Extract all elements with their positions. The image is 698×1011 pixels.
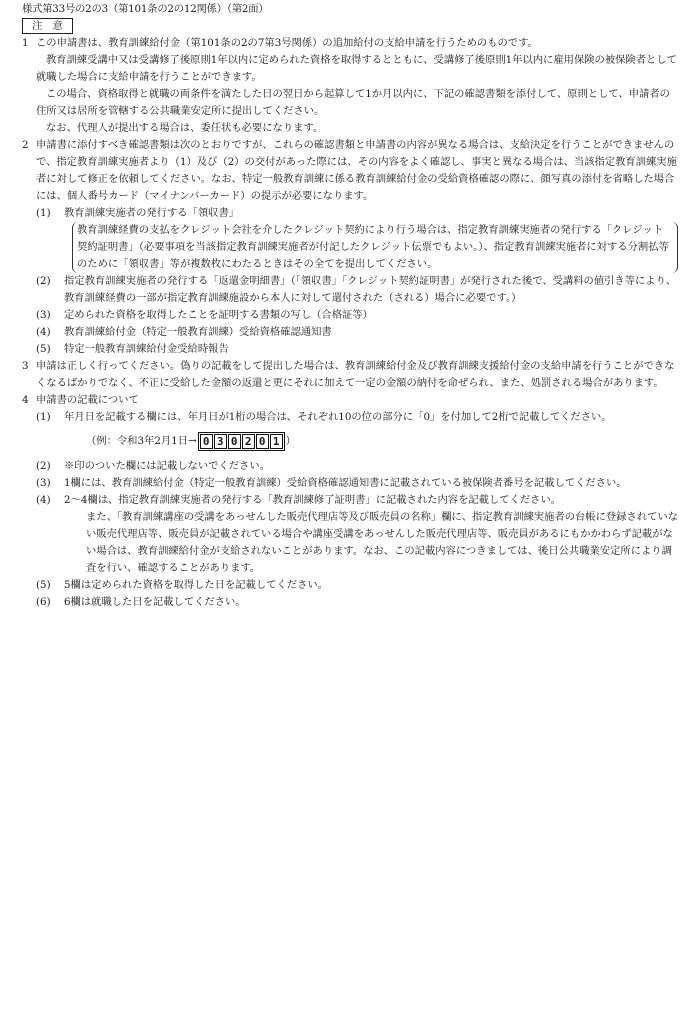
section-4	[22, 392, 678, 611]
section-number: 1	[22, 37, 29, 49]
section-2	[22, 137, 678, 358]
receipt-note-bracket: 教育訓練経費の支払をクレジット会社を介したクレジット契約により行う場合は、指定教育訓練実施者の発行する「クレジット契約証明書」（必要事項を当該指定教育訓練実施者が付記したクレジット伝票でもよい。）、指定教育訓練実施者に対する分割払等のために「領収書」等が複数枚にわたるときはその全てを提出してください。	[72, 222, 678, 273]
subitem	[22, 577, 678, 594]
date-digit: 2	[242, 434, 255, 449]
subitem-text: 2～4欄は、指定教育訓練実施者の発行する「教育訓練修了証明書」に記載された内容を記載してください。	[64, 494, 562, 506]
section-1-paragraph: 教育訓練受講中又は受講修了後原則1年以内に定められた資格を取得するとともに、受講修了後原則1年以内に雇用保険の被保険者として就職した場合に支給申請を行うことができます。	[36, 54, 677, 83]
subitem-text: ※印のついた欄には記載しないでください。	[64, 460, 270, 472]
subitem-text: 指定教育訓練実施者の発行する「返還金明細書」（「領収書」「クレジット契約証明書」が発行された後で、受講料の値引き等により、教育訓練経費の一部が指定教育訓練施設から本人に対して還付された（される）場合に必要です。）	[64, 275, 677, 304]
subitem	[22, 307, 678, 324]
subitem	[22, 492, 678, 509]
section-3-text: 申請は正しく行ってください。偽りの記載をして提出した場合は、教育訓練給付金及び教育訓練支援給付金の支給申請を行うことができなくなるばかりでなく、不正に受給した金額の返還と更にそれに加えて一定の金額の納付を命ぜられ、また、処罰される場合があります。	[36, 360, 675, 389]
form-page	[22, 0, 678, 611]
subitem-text: 6欄は就職した日を記載してください。	[64, 596, 246, 608]
date-example-prefix: （例：令和3年2月1日→	[86, 435, 197, 447]
subitem-number: (4)	[36, 494, 51, 506]
date-example	[22, 431, 678, 451]
section-3	[22, 358, 678, 392]
subitem-number: (1)	[36, 207, 51, 219]
subitem-number: (4)	[36, 326, 51, 338]
subitem-text: 特定一般教育訓練給付金受給時報告	[64, 343, 229, 355]
date-digit-boxes	[198, 432, 285, 451]
subitem-number: (1)	[36, 411, 51, 423]
subitem-text: 教育訓練給付金（特定一般教育訓練）受給資格確認通知書	[64, 326, 332, 338]
form-number: 様式第33号の2の3（第101条の2の12関係）（第2面）	[22, 3, 269, 15]
subitem	[22, 341, 678, 358]
subitem-number: (3)	[36, 309, 51, 321]
subitem	[22, 458, 678, 475]
subitem-number: (3)	[36, 477, 51, 489]
subitem-text: 1欄には、教育訓練給付金（特定一般教育訓練）受給資格確認通知書に記載されている被保険者番号を記載してください。	[64, 477, 627, 489]
section-1	[22, 35, 678, 137]
section-number: 3	[22, 360, 29, 372]
subitem-continuation: また、「教育訓練講座の受講をあっせんした販売代理店等及び販売員の名称」欄に、指定教育訓練実施者の台帳に登録されていない販売代理店等、販売員が記載されている場合や講座受講をあっせんした販売代理店等、販売員があるにもかかわらず記載がない場合は、教育訓練給付金が支給されないことがあります。なお、この記載内容につきましては、後日公共職業安定所により調査を行い、確認することがあります。	[86, 511, 678, 574]
subitem	[22, 205, 678, 222]
subitem-number: (2)	[36, 275, 51, 287]
section-1-paragraph: なお、代理人が提出する場合は、委任状も必要になります。	[46, 122, 324, 134]
subitem-text: 定められた資格を取得したことを証明する書類の写し（合格証等）	[64, 309, 373, 321]
subitem-number: (5)	[36, 579, 51, 591]
date-digit: 0	[200, 434, 213, 449]
notice-label: 注 意	[22, 18, 73, 34]
date-digit: 3	[214, 434, 227, 449]
date-digit: 0	[228, 434, 241, 449]
subitem	[22, 409, 678, 426]
subitem	[22, 324, 678, 341]
subitem	[22, 475, 678, 492]
date-digit: 1	[270, 434, 283, 449]
section-number: 4	[22, 394, 29, 406]
section-1-paragraph: この場合、資格取得と就職の両条件を満たした日の翌日から起算して1か月以内に、下記の確認書類を添付して、原則として、申請者の住所又は居所を管轄する公共職業安定所に提出してください。	[36, 88, 670, 117]
subitem-text: 年月日を記載する欄には、年月日が1桁の場合は、それぞれ10の位の部分に「0」を付加して2桁で記載してください。	[64, 411, 612, 423]
section-2-text: 申請書に添付すべき確認書類は次のとおりですが、これらの確認書類と申請書の内容が異なる場合は、支給決定を行うことができませんので、指定教育訓練実施者より（1）及び（2）の交付があった際には、その内容をよく確認し、事実と異なる場合は、当該指定教育訓練実施者に対して修正を依頼してください。なお、特定一般教育訓練に係る教育訓練給付金の受給資格確認の際に、顔写真の添付を省略した場合には、個人番号カード（マイナンバーカード）の提示が必要になります。	[36, 139, 677, 202]
section-1-intro: この申請書は、教育訓練給付金（第101条の2の7第3号関係）の追加給付の支給申請を行うためのものです。	[36, 37, 538, 49]
subitem-text: 教育訓練実施者の発行する「領収書」	[64, 207, 240, 219]
date-digit: 0	[256, 434, 269, 449]
section-number: 2	[22, 139, 29, 151]
subitem-number: (5)	[36, 343, 51, 355]
section-4-title: 申請書の記載について	[36, 394, 139, 406]
subitem-number: (2)	[36, 460, 51, 472]
subitem-number: (6)	[36, 596, 51, 608]
date-example-suffix: ）	[285, 435, 296, 447]
subitem-text: 5欄は定められた資格を取得した日を記載してください。	[64, 579, 328, 591]
subitem	[22, 273, 678, 307]
subitem	[22, 594, 678, 611]
